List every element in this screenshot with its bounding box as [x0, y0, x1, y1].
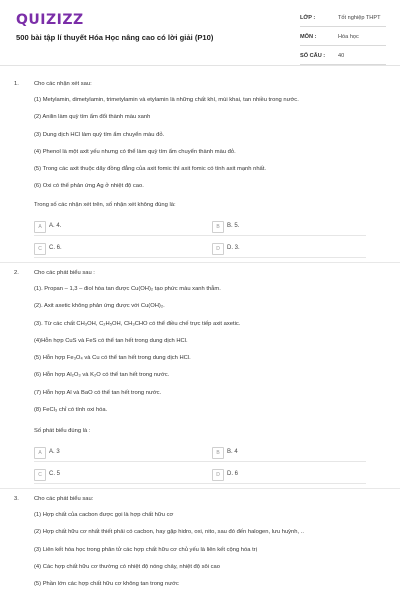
worksheet-meta: [300, 10, 386, 67]
statement: (8) FeCl₃ chỉ có tính oxi hóa.: [34, 407, 108, 414]
statement: (4)Hỗn hợp CuS và FeS có thể tan hết trong dung dịch HCl.: [34, 337, 188, 344]
header-divider: [0, 65, 400, 66]
option-letter-box: C: [34, 469, 46, 481]
question-prompt: Cho các phát biểu sau:: [34, 496, 94, 502]
worksheet-header: [0, 0, 400, 70]
option-text: D. 6: [227, 471, 239, 477]
option-text: B. 4: [227, 449, 238, 455]
statement: (4) Các hợp chất hữu cơ thường có nhiệt độ nóng chảy, nhiệt độ sôi cao: [34, 563, 220, 570]
question-separator: [0, 262, 400, 263]
question-prompt: Cho các nhận xét sau:: [34, 81, 92, 87]
quizizz-logo: QUIZIZZ: [16, 12, 84, 28]
question-number: 2.: [14, 270, 19, 276]
statement: (5) Hỗn hợp Fe₃O₄ và Cu có thể tan hết trong dung dịch HCl.: [34, 355, 191, 362]
option-letter-box: B: [212, 447, 224, 459]
meta-value: 40: [338, 53, 345, 59]
statement: (1). Propan – 1,3 – điol hòa tan được Cu(OH)₂ tạo phức màu xanh thẫm.: [34, 286, 221, 292]
document-title: 500 bài tập lí thuyết Hóa Học nâng cao có lời giải (P10): [16, 33, 214, 42]
option-divider: [34, 235, 366, 236]
option-text: D. 3.: [227, 245, 240, 251]
statement: (2) Hợp chất hữu cơ nhất thiết phải có cacbon, hay gặp hidro, oxi, nito, sau đó đến halogen, lưu huỳnh, ..: [34, 529, 304, 536]
option-divider: [34, 461, 366, 462]
option-text: C. 5: [49, 471, 61, 477]
option-text: A. 3: [49, 449, 60, 455]
option-divider: [34, 483, 366, 484]
option-text: A. 4.: [49, 223, 62, 229]
statement: (5) Trong các axit thuộc dãy đồng đẳng của axit fomic thì axit fomic có tính axit mạnh nhất.: [34, 166, 266, 173]
option-text: B. 5.: [227, 223, 240, 229]
option-letter-box: C: [34, 243, 46, 255]
option-letter-box: B: [212, 221, 224, 233]
question-separator: [0, 488, 400, 489]
meta-row-class: [300, 10, 386, 27]
option-letter-box: D: [212, 469, 224, 481]
meta-value: Hóa học: [338, 34, 359, 40]
question-number: 1.: [14, 81, 19, 87]
meta-label: SỐ CÂU :: [300, 53, 326, 59]
meta-row-question-count: [300, 48, 386, 65]
option-letter-box: A: [34, 221, 46, 233]
statement: (1) Metylamin, dimetylamin, trimetylamin và etylamin là những chất khí, mùi khai, tan nhiều trong nước.: [34, 97, 299, 103]
statement: (6) Oxi có thể phản ứng Ag ở nhiệt độ cao.: [34, 183, 144, 190]
statement: (3) Dung dịch HCl làm quỳ tím ẩm chuyển màu đỏ.: [34, 131, 165, 138]
statement: (2) Anilin làm quỳ tím ẩm đổi thành màu xanh: [34, 114, 151, 121]
statement: (4) Phenol là một axit yếu nhưng có thể làm quỳ tím ẩm chuyển thành màu đỏ.: [34, 148, 236, 155]
statement-list: [34, 96, 394, 200]
statement: (6) Hỗn hợp Al₂O₃ và K₂O có thể tan hết trong nước.: [34, 372, 170, 379]
statement: (5) Phần lớn các hợp chất hữu cơ không tan trong nước: [34, 581, 179, 588]
statement: (1) Hợp chất của cacbon được gọi là hợp chất hữu cơ: [34, 512, 174, 518]
option-letter-box: D: [212, 243, 224, 255]
statement: (3) Liên kết hóa học trong phân tử các hợp chất hữu cơ chủ yếu là liên kết cộng hóa trị: [34, 546, 257, 553]
option-text: C. 6.: [49, 245, 62, 251]
statement-list: [34, 285, 394, 423]
statement: (7) Hỗn hợp Al và BaO có thể tan hết trong nước.: [34, 389, 162, 396]
question-ask: Trong số các nhận xét trên, số nhận xét không đúng là:: [34, 202, 176, 208]
question-ask: Số phát biểu đúng là :: [34, 428, 91, 434]
meta-row-subject: [300, 29, 386, 46]
meta-value: Tốt nghiệp THPT: [338, 15, 381, 21]
meta-label: MÔN :: [300, 34, 317, 40]
question-prompt: Cho các phát biểu sau :: [34, 270, 95, 276]
statement-list: [34, 511, 394, 597]
option-divider: [34, 257, 366, 258]
statement: (3). Từ các chất CH₃OH, C₂H₅OH, CH₃CHO có thể điều chế trực tiếp axit axetic.: [34, 320, 241, 327]
question-number: 3.: [14, 496, 19, 502]
option-letter-box: A: [34, 447, 46, 459]
statement: (2). Axit axetic không phản ứng được với Cu(OH)₂.: [34, 303, 165, 310]
meta-label: LỚP :: [300, 15, 316, 21]
